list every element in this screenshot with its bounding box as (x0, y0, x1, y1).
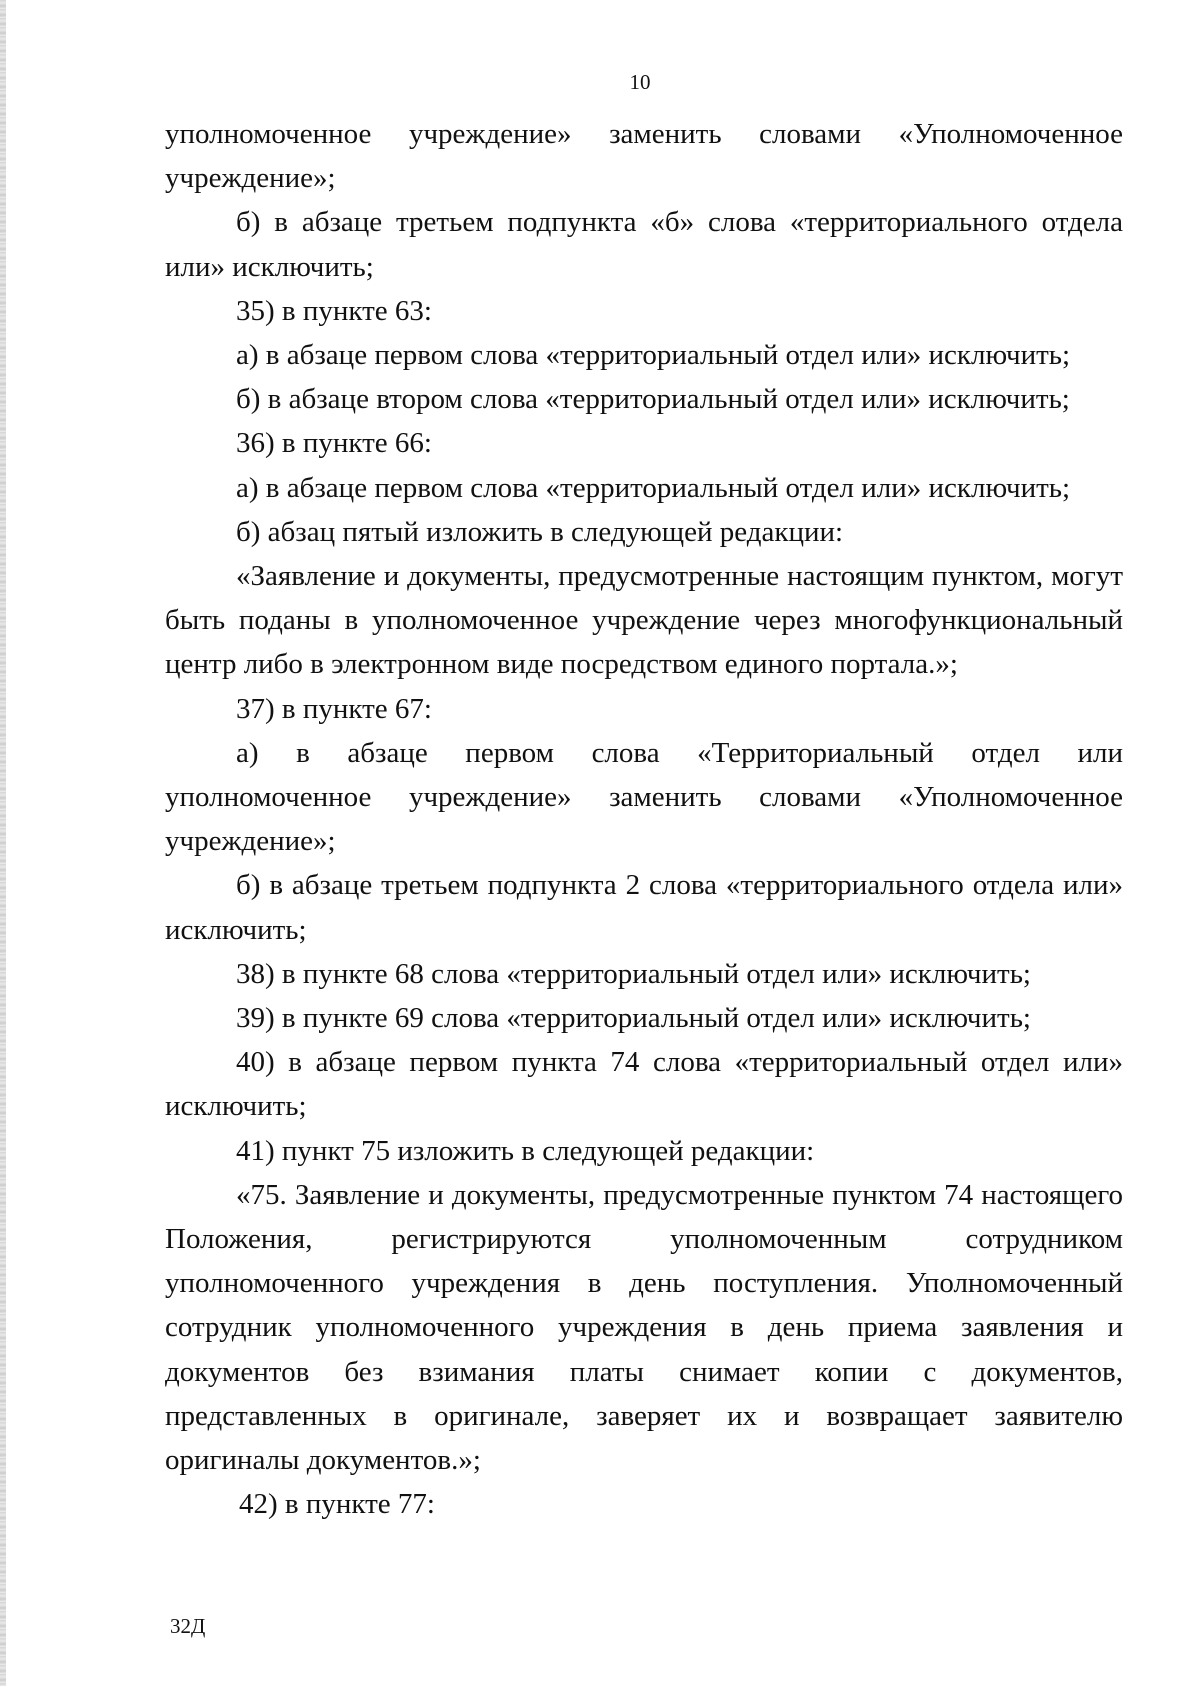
paragraph: 42) в пункте 77: (239, 1488, 435, 1521)
paragraph: 38) в пункте 68 слова «территориальный отдел или» исключить; (236, 957, 1031, 990)
paragraph: б) в абзаце третьем подпункта 2 слова «территориального отдела или» исключить; (165, 869, 1123, 946)
paragraph: а) в абзаце первом слова «территориальный отдел или» исключить; (236, 471, 1071, 504)
scan-edge-artifact (0, 0, 6, 1686)
paragraph: б) в абзаце втором слова «территориальный отдел или» исключить; (236, 383, 1070, 416)
paragraph: 41) пункт 75 изложить в следующей редакции: (236, 1134, 815, 1167)
paragraph: б) абзац пятый изложить в следующей редакции: (236, 515, 844, 548)
paragraph: «75. Заявление и документы, предусмотренные пунктом 74 настоящего Положения, регистрируются уполномоченным сотрудником уполномоченного учреждения в день поступления. Уполномоченный сотрудник уполномоченного учреждения в день приема заявления и документов без взимания платы снимает копии с документов, представленных в оригинале, заверяет их и возвращает заявителю оригиналы документов.»; (165, 1178, 1123, 1477)
paragraph: 36) в пункте 66: (236, 427, 432, 460)
paragraph: а) в абзаце первом слова «территориальный отдел или» исключить; (236, 339, 1071, 372)
paragraph: 40) в абзаце первом пункта 74 слова «территориальный отдел или» исключить; (165, 1046, 1123, 1123)
paragraph: 35) в пункте 63: (236, 294, 432, 327)
paragraph: 37) в пункте 67: (236, 692, 432, 725)
footer-document-code: 32Д (170, 1614, 206, 1638)
paragraph: «Заявление и документы, предусмотренные настоящим пунктом, могут быть поданы в уполномоченное учреждение через многофункциональный центр либо в электронном виде посредством единого портала.»; (165, 560, 1123, 681)
page-number: 10 (629, 70, 651, 94)
paragraph: 39) в пункте 69 слова «территориальный отдел или» исключить; (236, 1002, 1031, 1035)
paragraph: уполномоченное учреждение» заменить словами «Уполномоченное учреждение»; (165, 118, 1123, 195)
paragraph: а) в абзаце первом слова «Территориальный отдел или уполномоченное учреждение» заменить словами «Уполномоченное учреждение»; (165, 736, 1123, 858)
document-body (165, 112, 1123, 1527)
paragraph: б) в абзаце третьем подпункта «б» слова «территориального отдела или» исключить; (165, 206, 1123, 283)
